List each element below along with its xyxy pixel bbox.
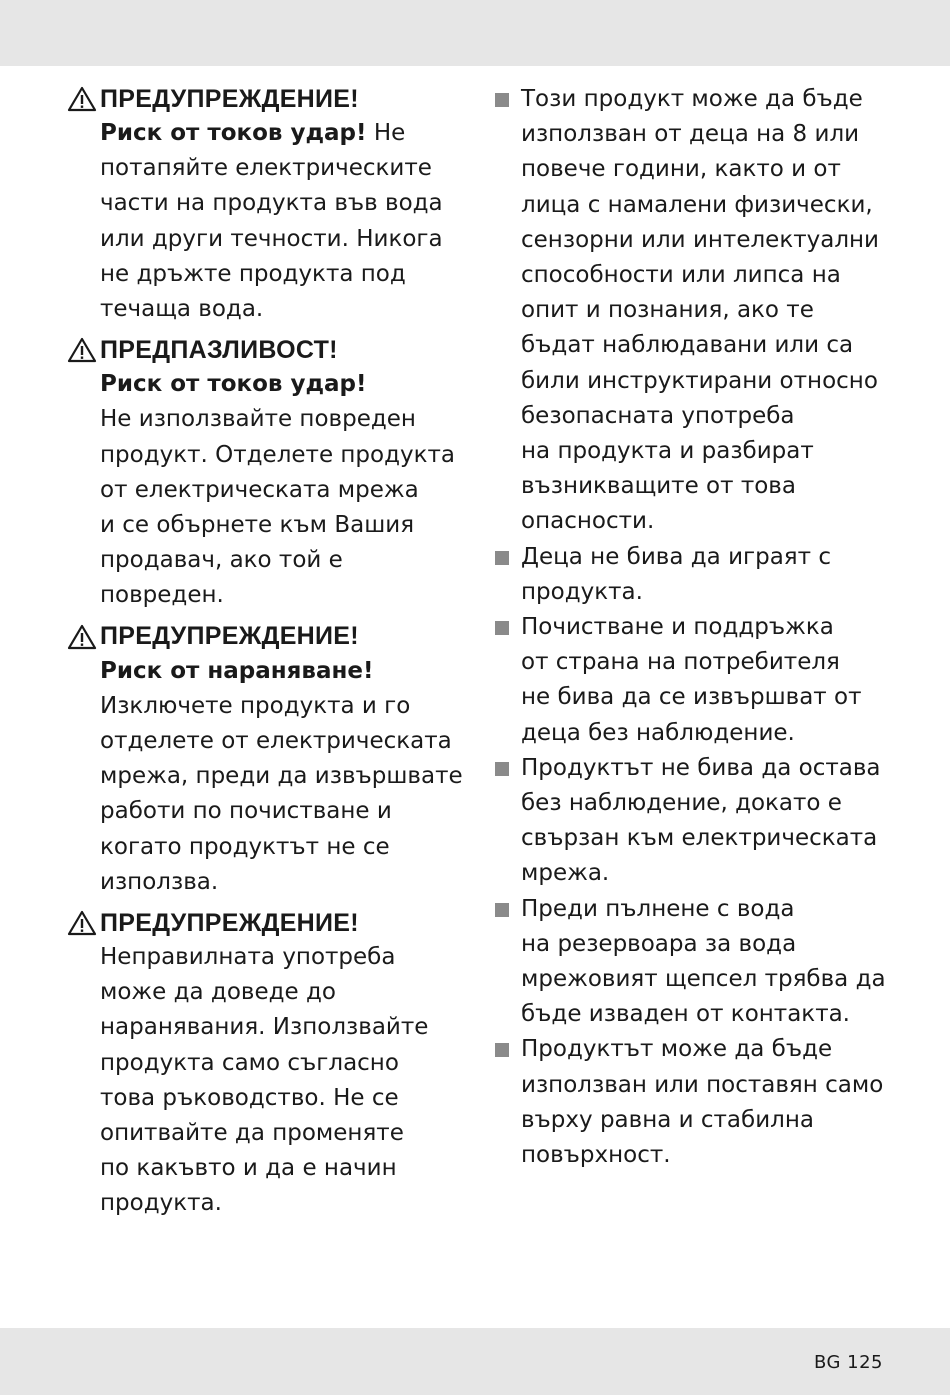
warning-heading (67, 333, 472, 367)
text-line: използван от деца на 8 или (521, 121, 860, 148)
text-line (100, 975, 472, 1010)
risk-title: Риск от нараняване! (100, 657, 374, 684)
page-number: BG 125 (813, 1352, 883, 1373)
line-text: това ръководство. Не се (100, 1084, 399, 1111)
text-line (100, 1151, 472, 1186)
bottom-band (0, 1328, 950, 1395)
line-text: течаща вода. (100, 296, 264, 323)
line-text: потапяйте електрическите (100, 155, 432, 182)
text-line (100, 1116, 472, 1151)
line-text: продавач, ако той е (100, 547, 343, 574)
text-line (100, 402, 472, 437)
text-line (100, 186, 472, 221)
text-line: Преди пълнене с вода (521, 895, 795, 922)
text-line (100, 222, 472, 257)
text-line: продукта. (521, 578, 643, 605)
bullet-square-icon (495, 1043, 509, 1057)
text-line: безопасната употреба (521, 402, 795, 429)
text-line: Деца не бива да играят с (521, 543, 831, 570)
text-line (100, 940, 472, 975)
warning-triangle-icon (67, 337, 97, 363)
warning-block (67, 82, 472, 327)
text-line: опасности. (521, 508, 655, 535)
text-line: Този продукт може да бъде (521, 86, 863, 112)
line-text: повреден. (100, 582, 224, 609)
text-line: мрежовият щепсел трябва да (521, 966, 886, 993)
text-line: способности или липса на (521, 262, 841, 289)
text-line (100, 1046, 472, 1081)
warning-triangle-icon (67, 86, 97, 112)
bullet-square-icon (495, 551, 509, 565)
text-line: мрежа. (521, 860, 610, 887)
bullet-item (493, 892, 893, 1033)
line-text: Не използвайте повреден (100, 406, 416, 433)
text-line: опит и познания, ако те (521, 297, 814, 324)
warning-heading-text: ПРЕДУПРЕЖДЕНИЕ! (100, 622, 359, 651)
warning-heading-text: ПРЕДУПРЕЖДЕНИЕ! (100, 84, 359, 113)
bullet-item (493, 82, 893, 540)
text-line (100, 1081, 472, 1116)
text-line (100, 830, 472, 865)
line-text: Изключете продукта и го (100, 692, 411, 719)
warning-heading (67, 906, 472, 940)
text-line: сензорни или интелектуални (521, 226, 880, 253)
text-line: върху равна и стабилна (521, 1106, 814, 1133)
text-line (100, 367, 472, 402)
line-text: може да доведе до (100, 979, 336, 1006)
risk-title: Риск от токов удар! (100, 120, 367, 146)
text-line: бъде изваден от контакта. (521, 1001, 850, 1028)
bullet-item (493, 540, 893, 610)
text-line: повече години, както и от (521, 156, 841, 183)
line-text: по какъвто и да е начин (100, 1155, 397, 1182)
text-line: Продуктът не бива да остава (521, 754, 881, 781)
warning-body (67, 940, 472, 1222)
warning-heading-text: ПРЕДПАЗЛИВОСТ! (100, 335, 338, 364)
text-line: лица с намалени физически, (521, 191, 873, 218)
bullet-item (493, 751, 893, 892)
text-line (100, 473, 472, 508)
line-text: продукта само съгласно (100, 1049, 399, 1076)
warning-body (67, 116, 472, 327)
warning-body (67, 367, 472, 613)
text-line: от страна на потребителя (521, 649, 840, 676)
warning-body (67, 654, 472, 900)
line-text: опитвайте да променяте (100, 1120, 404, 1147)
line-text: Не (366, 120, 406, 146)
text-line: деца без наблюдение. (521, 719, 795, 746)
text-line: били инструктирани относно (521, 367, 878, 394)
bullet-item (493, 610, 893, 751)
text-line (100, 654, 472, 689)
text-line (100, 508, 472, 543)
text-line (100, 689, 472, 724)
line-text: от електрическата мрежа (100, 476, 419, 503)
text-line (100, 257, 472, 292)
text-line: Почистване и поддръжка (521, 614, 834, 641)
top-band (0, 0, 950, 66)
text-line: свързан към електрическата (521, 825, 878, 852)
text-line (100, 116, 472, 151)
warning-heading (67, 82, 472, 116)
warning-heading (67, 620, 472, 654)
text-line (100, 1186, 472, 1221)
text-line (100, 865, 472, 900)
bullet-square-icon (495, 621, 509, 635)
text-line: възникващите от това (521, 473, 796, 500)
line-text: мрежа, преди да извършвате (100, 763, 463, 790)
risk-title: Риск от токов удар! (100, 371, 367, 398)
text-line (100, 759, 472, 794)
line-text: продукта. (100, 1190, 222, 1217)
bullet-square-icon (495, 903, 509, 917)
text-line: без наблюдение, докато е (521, 790, 842, 817)
warning-triangle-icon (67, 910, 97, 936)
left-column (67, 82, 472, 1228)
text-line: повърхност. (521, 1142, 671, 1169)
bullet-square-icon (495, 93, 509, 107)
text-line (100, 578, 472, 613)
line-text: или други течности. Никога (100, 225, 443, 252)
text-line (100, 438, 472, 473)
warning-block (67, 906, 472, 1222)
line-text: Неправилната употреба (100, 944, 396, 971)
text-line: не бива да се извършват от (521, 684, 862, 711)
line-text: части на продукта във вода (100, 190, 443, 217)
text-line (100, 292, 472, 327)
bullet-square-icon (495, 762, 509, 776)
line-text: не дръжте продукта под (100, 260, 406, 287)
warning-block (67, 620, 472, 900)
warning-block (67, 333, 472, 613)
line-text: отделете от електрическата (100, 728, 452, 755)
text-line: използван или поставян само (521, 1071, 884, 1098)
line-text: работи по почистване и (100, 798, 392, 825)
line-text: когато продуктът не се (100, 833, 390, 860)
text-line (100, 151, 472, 186)
line-text: и се обърнете към Вашия (100, 512, 415, 539)
text-line (100, 794, 472, 829)
right-column (493, 82, 893, 1173)
text-line: на продукта и разбират (521, 438, 814, 465)
warning-triangle-icon (67, 624, 97, 650)
line-text: използва. (100, 868, 219, 895)
line-text: продукт. Отделете продукта (100, 441, 456, 468)
line-text: наранявания. Използвайте (100, 1014, 429, 1041)
text-line: бъдат наблюдавани или са (521, 332, 854, 359)
text-line (100, 1010, 472, 1045)
text-line (100, 724, 472, 759)
warning-heading-text: ПРЕДУПРЕЖДЕНИЕ! (100, 908, 359, 937)
text-line: Продуктът може да бъде (521, 1036, 833, 1063)
text-line: на резервоара за вода (521, 930, 797, 957)
text-line (100, 543, 472, 578)
bullet-item (493, 1032, 893, 1173)
